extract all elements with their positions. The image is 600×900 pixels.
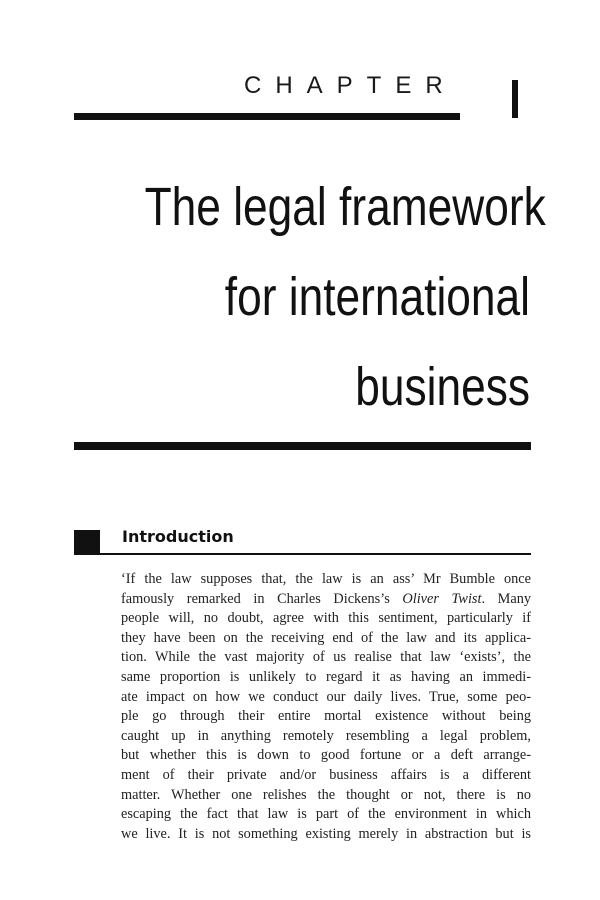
body-line: famously remarked in Charles Dickens’s Oliver Twist. Many	[121, 590, 531, 607]
body-line: but whether this is down to good fortune or a deft arrange-	[121, 747, 531, 764]
body-line: escaping the fact that law is part of the environment in which	[121, 806, 531, 823]
body-line: tion. While the vast majority of us realise that law ‘exists’, the	[121, 649, 531, 666]
title-line-3: business	[355, 357, 530, 417]
chapter-number	[512, 80, 518, 118]
title-line-1: The legal framework	[144, 177, 546, 237]
title-line-2: for international	[224, 267, 530, 327]
section-underline	[100, 553, 531, 555]
section-heading: Introduction	[122, 527, 234, 546]
chapter-title	[144, 162, 546, 432]
body-line: ate impact on how we conduct our daily lives. True, some peo-	[121, 688, 531, 705]
chapter-rule-top	[74, 113, 460, 120]
body-line: ‘If the law supposes that, the law is an ass’ Mr Bumble once	[121, 571, 531, 587]
body-line: matter. Whether one relishes the thought or not, there is no	[121, 786, 531, 803]
body-line: we live. It is not something existing merely in abstraction but is	[121, 825, 531, 842]
section-marker-square	[74, 530, 100, 555]
body-line: ple go through their entire mortal existence without being	[121, 708, 531, 725]
chapter-rule-bottom	[74, 442, 531, 450]
book-title-italic: Oliver Twist	[402, 590, 482, 607]
body-paragraph	[121, 570, 531, 844]
body-line: same proportion is unlikely to regard it as having an immedi-	[121, 668, 531, 685]
body-line: people will, no doubt, agree with this sentiment, particularly if	[121, 610, 531, 627]
body-line: caught up in anything remotely resembling a legal problem,	[121, 727, 531, 744]
body-line: ment of their private and/or business affairs is a different	[121, 766, 531, 783]
chapter-label: CHAPTER	[244, 72, 457, 99]
body-line: they have been on the receiving end of the law and its applica-	[121, 629, 531, 646]
